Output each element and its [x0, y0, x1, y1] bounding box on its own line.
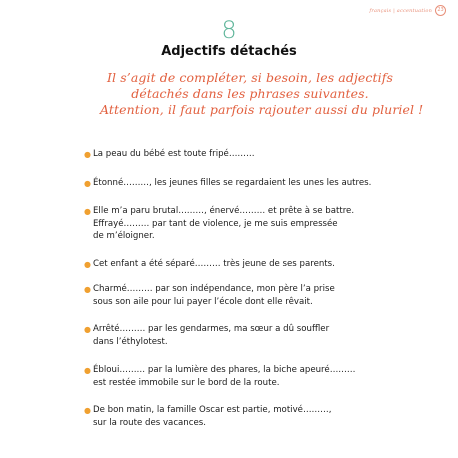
- list-item: [84, 258, 423, 271]
- instructions: [100, 70, 424, 118]
- list-item: [84, 148, 423, 161]
- item-line: Ébloui……… par la lumière des phares, la biche apeuré………: [93, 365, 356, 375]
- bullet-icon: ●: [84, 150, 91, 159]
- list-item: [84, 205, 423, 243]
- item-line: dans l’éthylotest.: [93, 336, 168, 347]
- item-line: Étonné………, les jeunes filles se regardaient les unes les autres.: [93, 178, 372, 188]
- item-line: Effrayé……… par tant de violence, je me suis empressée: [93, 218, 338, 229]
- item-line: Elle m’a paru brutal………, énervé……… et prête à se battre.: [93, 206, 355, 216]
- exercise-title: Adjectifs détachés: [161, 44, 297, 59]
- item-line: De bon matin, la famille Oscar est partie, motivé………,: [93, 405, 332, 415]
- item-line: Charmé……… par son indépendance, mon père l’a prise: [93, 284, 335, 294]
- list-item: [84, 323, 423, 348]
- bullet-icon: ●: [84, 325, 91, 334]
- item-line: est restée immobile sur le bord de la route.: [93, 377, 280, 388]
- bullet-icon: ●: [84, 179, 91, 188]
- item-line: sous son aile pour lui payer l’école dont elle rêvait.: [93, 296, 313, 307]
- item-line: de m’éloigner.: [93, 231, 155, 241]
- list-item: [84, 404, 423, 429]
- exercise-number: 8: [221, 16, 237, 44]
- instruction-line: Il s’agit de compléter, si besoin, les adjectifs: [107, 70, 393, 85]
- instruction-line: détachés dans les phrases suivantes.: [131, 86, 369, 101]
- bullet-icon: ●: [84, 207, 91, 216]
- section-tag: français | accentuation: [369, 8, 432, 14]
- bullet-icon: ●: [84, 406, 91, 415]
- bullet-icon: ●: [84, 285, 91, 294]
- item-line: sur la route des vacances.: [93, 417, 206, 428]
- item-line: La peau du bébé est toute fripé………: [93, 149, 255, 159]
- page-number-badge: 23: [435, 5, 446, 16]
- item-line: Cet enfant a été séparé……… très jeune de ses parents.: [93, 259, 335, 269]
- bullet-icon: ●: [84, 366, 91, 375]
- item-line: Arrêté……… par les gendarmes, ma sœur a dû souffler: [93, 324, 330, 334]
- bullet-icon: ●: [84, 260, 91, 269]
- list-item: [84, 364, 423, 389]
- list-item: [84, 177, 423, 190]
- instruction-line: Attention, il faut parfois rajouter aussi du pluriel !: [100, 102, 424, 117]
- list-item: [84, 283, 423, 308]
